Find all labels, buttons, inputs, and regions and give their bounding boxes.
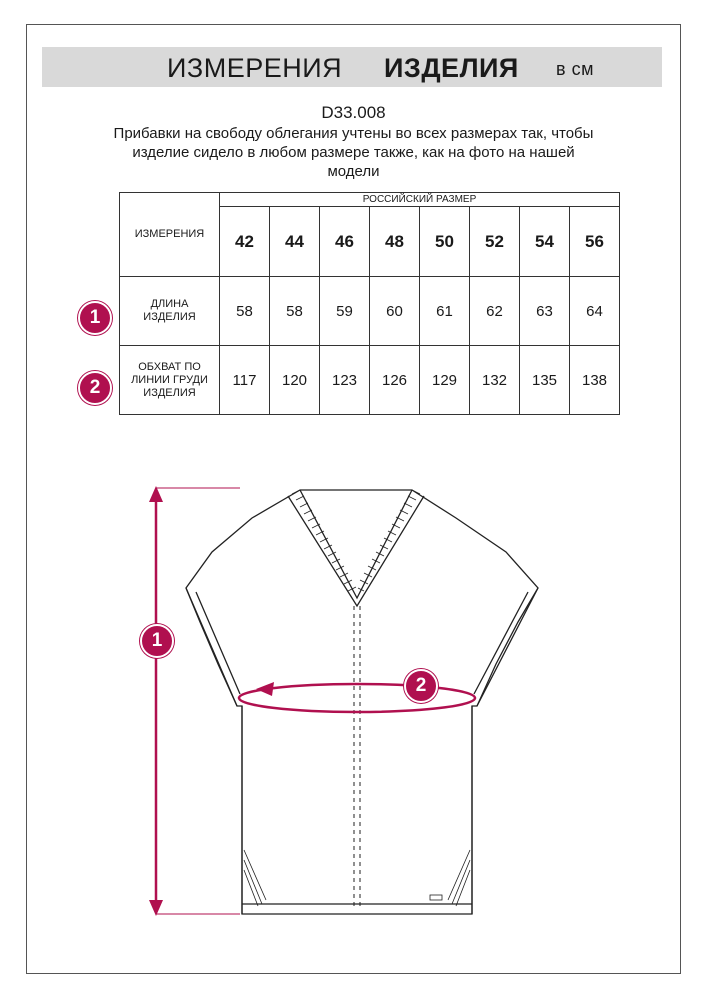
value-cell: 129 bbox=[420, 346, 470, 415]
value-cell: 59 bbox=[320, 277, 370, 346]
tshirt-sketch bbox=[186, 490, 538, 914]
fit-note-line: изделие сидело в любом размере также, как на фото на нашей bbox=[132, 144, 575, 161]
value-cell: 123 bbox=[320, 346, 370, 415]
size-cell: 54 bbox=[520, 207, 570, 277]
size-cell: 50 bbox=[420, 207, 470, 277]
row-marker-chest: 2 bbox=[78, 371, 112, 405]
value-cell: 64 bbox=[570, 277, 620, 346]
size-cell: 46 bbox=[320, 207, 370, 277]
size-cell: 52 bbox=[470, 207, 520, 277]
row-label-line: ИЗДЕЛИЯ bbox=[143, 386, 196, 399]
value-cell: 132 bbox=[470, 346, 520, 415]
title-word-product: ИЗДЕЛИЯ bbox=[384, 53, 519, 83]
title-word-measurements: ИЗМЕРЕНИЯ bbox=[167, 53, 343, 83]
value-cell: 120 bbox=[270, 346, 320, 415]
row-label-line: ИЗДЕЛИЯ bbox=[143, 311, 196, 323]
value-cell: 58 bbox=[220, 277, 270, 346]
row-label-line: ОБХВАТ ПО bbox=[138, 360, 201, 373]
size-cell: 56 bbox=[570, 207, 620, 277]
size-cell: 48 bbox=[370, 207, 420, 277]
size-group-header: РОССИЙСКИЙ РАЗМЕР bbox=[220, 193, 620, 207]
fit-note-line: Прибавки на свободу облегания учтены во всех размерах так, чтобы bbox=[113, 125, 594, 142]
title-unit: в см bbox=[556, 59, 594, 79]
value-cell: 62 bbox=[470, 277, 520, 346]
product-code: D33.008 bbox=[321, 103, 386, 122]
size-cell: 44 bbox=[270, 207, 320, 277]
corner-label: ИЗМЕРЕНИЯ bbox=[120, 193, 220, 277]
value-cell: 58 bbox=[270, 277, 320, 346]
value-cell: 61 bbox=[420, 277, 470, 346]
fit-note-line: модели bbox=[327, 163, 380, 180]
value-cell: 63 bbox=[520, 277, 570, 346]
value-cell: 135 bbox=[520, 346, 570, 415]
value-cell: 117 bbox=[220, 346, 270, 415]
diagram-marker-length: 1 bbox=[140, 624, 174, 658]
size-cell: 42 bbox=[220, 207, 270, 277]
diagram-marker-chest: 2 bbox=[404, 669, 438, 703]
row-label-line: ДЛИНА bbox=[150, 298, 189, 310]
row-marker-length: 1 bbox=[78, 301, 112, 335]
value-cell: 138 bbox=[570, 346, 620, 415]
value-cell: 60 bbox=[370, 277, 420, 346]
row-label-line: ЛИНИИ ГРУДИ bbox=[131, 373, 208, 386]
value-cell: 126 bbox=[370, 346, 420, 415]
